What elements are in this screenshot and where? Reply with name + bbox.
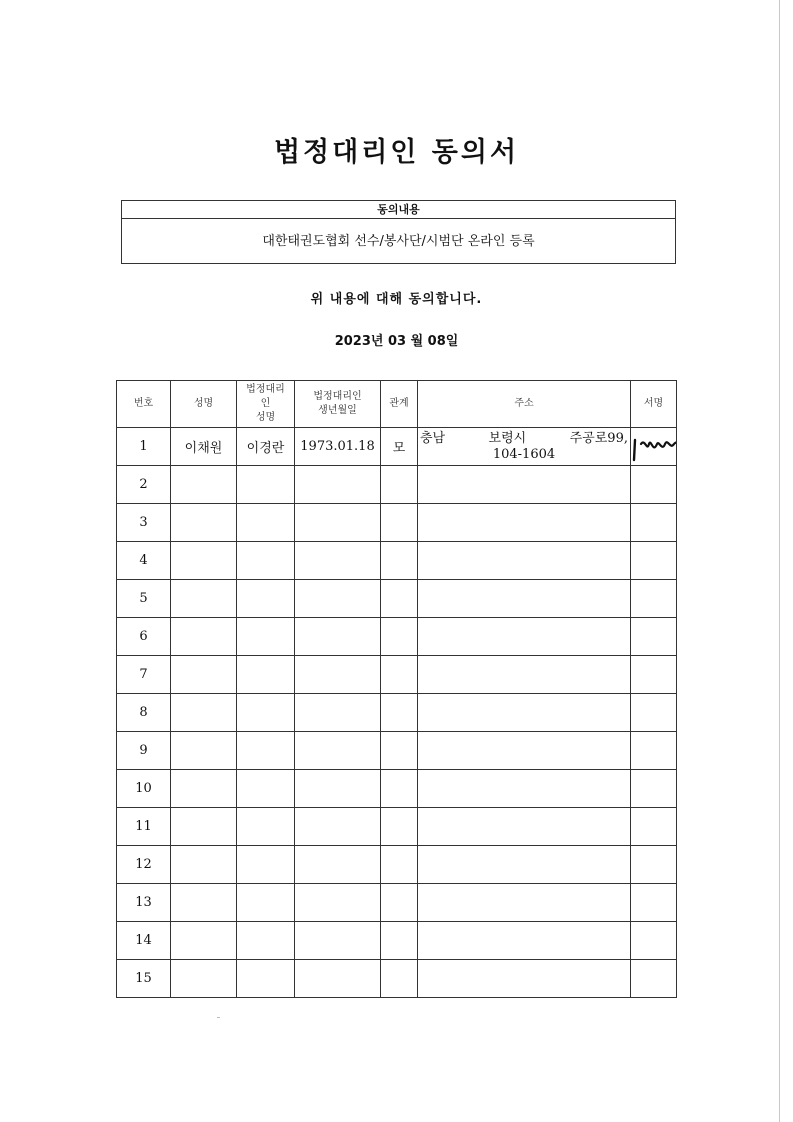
cell-name [171, 656, 237, 694]
header-guardian-name-line1: 법정대리 [246, 384, 285, 395]
cell-guardian-name [237, 846, 295, 884]
cell-no: 11 [117, 808, 171, 846]
cell-guardian-birth [295, 656, 381, 694]
consent-body: 대한태권도협회 선수/봉사단/시범단 온라인 등록 [262, 234, 535, 249]
cell-guardian-birth [295, 960, 381, 998]
cell-guardian-birth: 1973.01.18 [295, 428, 381, 466]
cell-name [171, 846, 237, 884]
cell-no: 5 [117, 580, 171, 618]
table-row [117, 732, 677, 770]
cell-name [171, 808, 237, 846]
cell-relation [381, 808, 418, 846]
cell-relation [381, 846, 418, 884]
cell-no: 4 [117, 542, 171, 580]
cell-guardian-name [237, 732, 295, 770]
table-row [117, 618, 677, 656]
header-guardian-name-line2: 인 [260, 398, 271, 409]
header-name: 성명 [171, 381, 237, 428]
cell-no: 13 [117, 884, 171, 922]
table-row [117, 770, 677, 808]
cell-guardian-birth [295, 884, 381, 922]
cell-address [418, 466, 631, 504]
table-row [117, 504, 677, 542]
cell-signature [631, 770, 677, 808]
address-city: 보령시 [488, 430, 527, 446]
header-address: 주소 [418, 381, 631, 428]
table-row [117, 580, 677, 618]
cell-signature [631, 884, 677, 922]
cell-no: 3 [117, 504, 171, 542]
header-guardian-birth-line2: 생년월일 [318, 405, 357, 416]
table-row [117, 884, 677, 922]
cell-guardian-name [237, 960, 295, 998]
header-signature: 서명 [631, 381, 677, 428]
cell-name [171, 884, 237, 922]
cell-address [418, 922, 631, 960]
cell-signature [631, 466, 677, 504]
document-date: 2023년 03 월 08일 [334, 334, 459, 349]
cell-guardian-birth [295, 770, 381, 808]
cell-no: 15 [117, 960, 171, 998]
cell-no: 7 [117, 656, 171, 694]
header-relation: 관계 [381, 381, 418, 428]
cell-relation [381, 580, 418, 618]
cell-signature [631, 580, 677, 618]
address-line1 [420, 431, 628, 447]
cell-relation [381, 504, 418, 542]
guardian-table [116, 380, 677, 998]
consent-box [121, 200, 676, 264]
cell-name [171, 504, 237, 542]
cell-relation [381, 922, 418, 960]
address-province: 충남 [420, 430, 446, 446]
cell-address [418, 884, 631, 922]
address-line2: 104-1604 [492, 446, 556, 462]
cell-no: 2 [117, 466, 171, 504]
cell-address [418, 960, 631, 998]
cell-name [171, 960, 237, 998]
cell-name: 이채원 [171, 428, 237, 466]
cell-relation [381, 542, 418, 580]
cell-relation [381, 466, 418, 504]
cell-relation [381, 960, 418, 998]
document-title: 법정대리인 동의서 [273, 137, 520, 168]
cell-signature [631, 504, 677, 542]
cell-guardian-name [237, 770, 295, 808]
cell-address [418, 428, 631, 466]
address-street: 주공로99, [569, 430, 628, 446]
cell-guardian-birth [295, 694, 381, 732]
table-row [117, 846, 677, 884]
cell-name [171, 580, 237, 618]
table-row [117, 428, 677, 466]
cell-guardian-birth [295, 618, 381, 656]
cell-relation [381, 694, 418, 732]
cell-guardian-birth [295, 732, 381, 770]
cell-signature [631, 808, 677, 846]
header-guardian-name-line3: 성명 [255, 412, 276, 423]
cell-address [418, 732, 631, 770]
cell-name [171, 732, 237, 770]
cell-guardian-name [237, 922, 295, 960]
cell-address [418, 694, 631, 732]
cell-guardian-name [237, 542, 295, 580]
cell-name [171, 922, 237, 960]
cell-signature [631, 960, 677, 998]
cell-guardian-birth [295, 466, 381, 504]
scan-speck [217, 1017, 220, 1018]
cell-signature [631, 656, 677, 694]
cell-relation [381, 618, 418, 656]
table-row [117, 542, 677, 580]
table-row [117, 656, 677, 694]
cell-relation [381, 770, 418, 808]
cell-no: 10 [117, 770, 171, 808]
cell-guardian-name [237, 580, 295, 618]
consent-header: 동의내용 [122, 201, 675, 219]
handwritten-signature [631, 432, 677, 462]
header-guardian-name [237, 381, 295, 428]
cell-signature [631, 428, 677, 466]
cell-address [418, 542, 631, 580]
cell-no: 1 [117, 428, 171, 466]
cell-guardian-birth [295, 504, 381, 542]
cell-guardian-name [237, 466, 295, 504]
cell-address [418, 770, 631, 808]
cell-guardian-birth [295, 808, 381, 846]
cell-no: 6 [117, 618, 171, 656]
cell-signature [631, 542, 677, 580]
cell-address [418, 846, 631, 884]
table-row [117, 960, 677, 998]
table-row [117, 922, 677, 960]
cell-guardian-name [237, 884, 295, 922]
cell-guardian-name: 이경란 [237, 428, 295, 466]
cell-address [418, 808, 631, 846]
cell-guardian-birth [295, 580, 381, 618]
cell-address [418, 618, 631, 656]
scan-edge-line [779, 0, 780, 1122]
cell-relation [381, 732, 418, 770]
header-guardian-birth-line1: 법정대리인 [313, 391, 362, 402]
cell-address [418, 504, 631, 542]
cell-signature [631, 922, 677, 960]
cell-name [171, 618, 237, 656]
cell-relation [381, 656, 418, 694]
cell-signature [631, 846, 677, 884]
cell-address [418, 656, 631, 694]
table-header-row [117, 381, 677, 428]
cell-signature [631, 694, 677, 732]
cell-name [171, 466, 237, 504]
cell-address [418, 580, 631, 618]
cell-relation [381, 884, 418, 922]
table-row [117, 808, 677, 846]
cell-guardian-name [237, 656, 295, 694]
agreement-statement: 위 내용에 대해 동의합니다. [310, 292, 483, 307]
cell-relation: 모 [381, 428, 418, 466]
cell-signature [631, 732, 677, 770]
cell-guardian-birth [295, 542, 381, 580]
cell-name [171, 694, 237, 732]
cell-guardian-birth [295, 846, 381, 884]
cell-guardian-name [237, 808, 295, 846]
cell-no: 8 [117, 694, 171, 732]
table-row [117, 694, 677, 732]
cell-name [171, 542, 237, 580]
cell-no: 14 [117, 922, 171, 960]
cell-no: 9 [117, 732, 171, 770]
cell-guardian-birth [295, 922, 381, 960]
cell-guardian-name [237, 694, 295, 732]
cell-name [171, 770, 237, 808]
cell-guardian-name [237, 504, 295, 542]
cell-signature [631, 618, 677, 656]
table-row [117, 466, 677, 504]
cell-guardian-name [237, 618, 295, 656]
cell-no: 12 [117, 846, 171, 884]
header-guardian-birth [295, 381, 381, 428]
header-no: 번호 [117, 381, 171, 428]
